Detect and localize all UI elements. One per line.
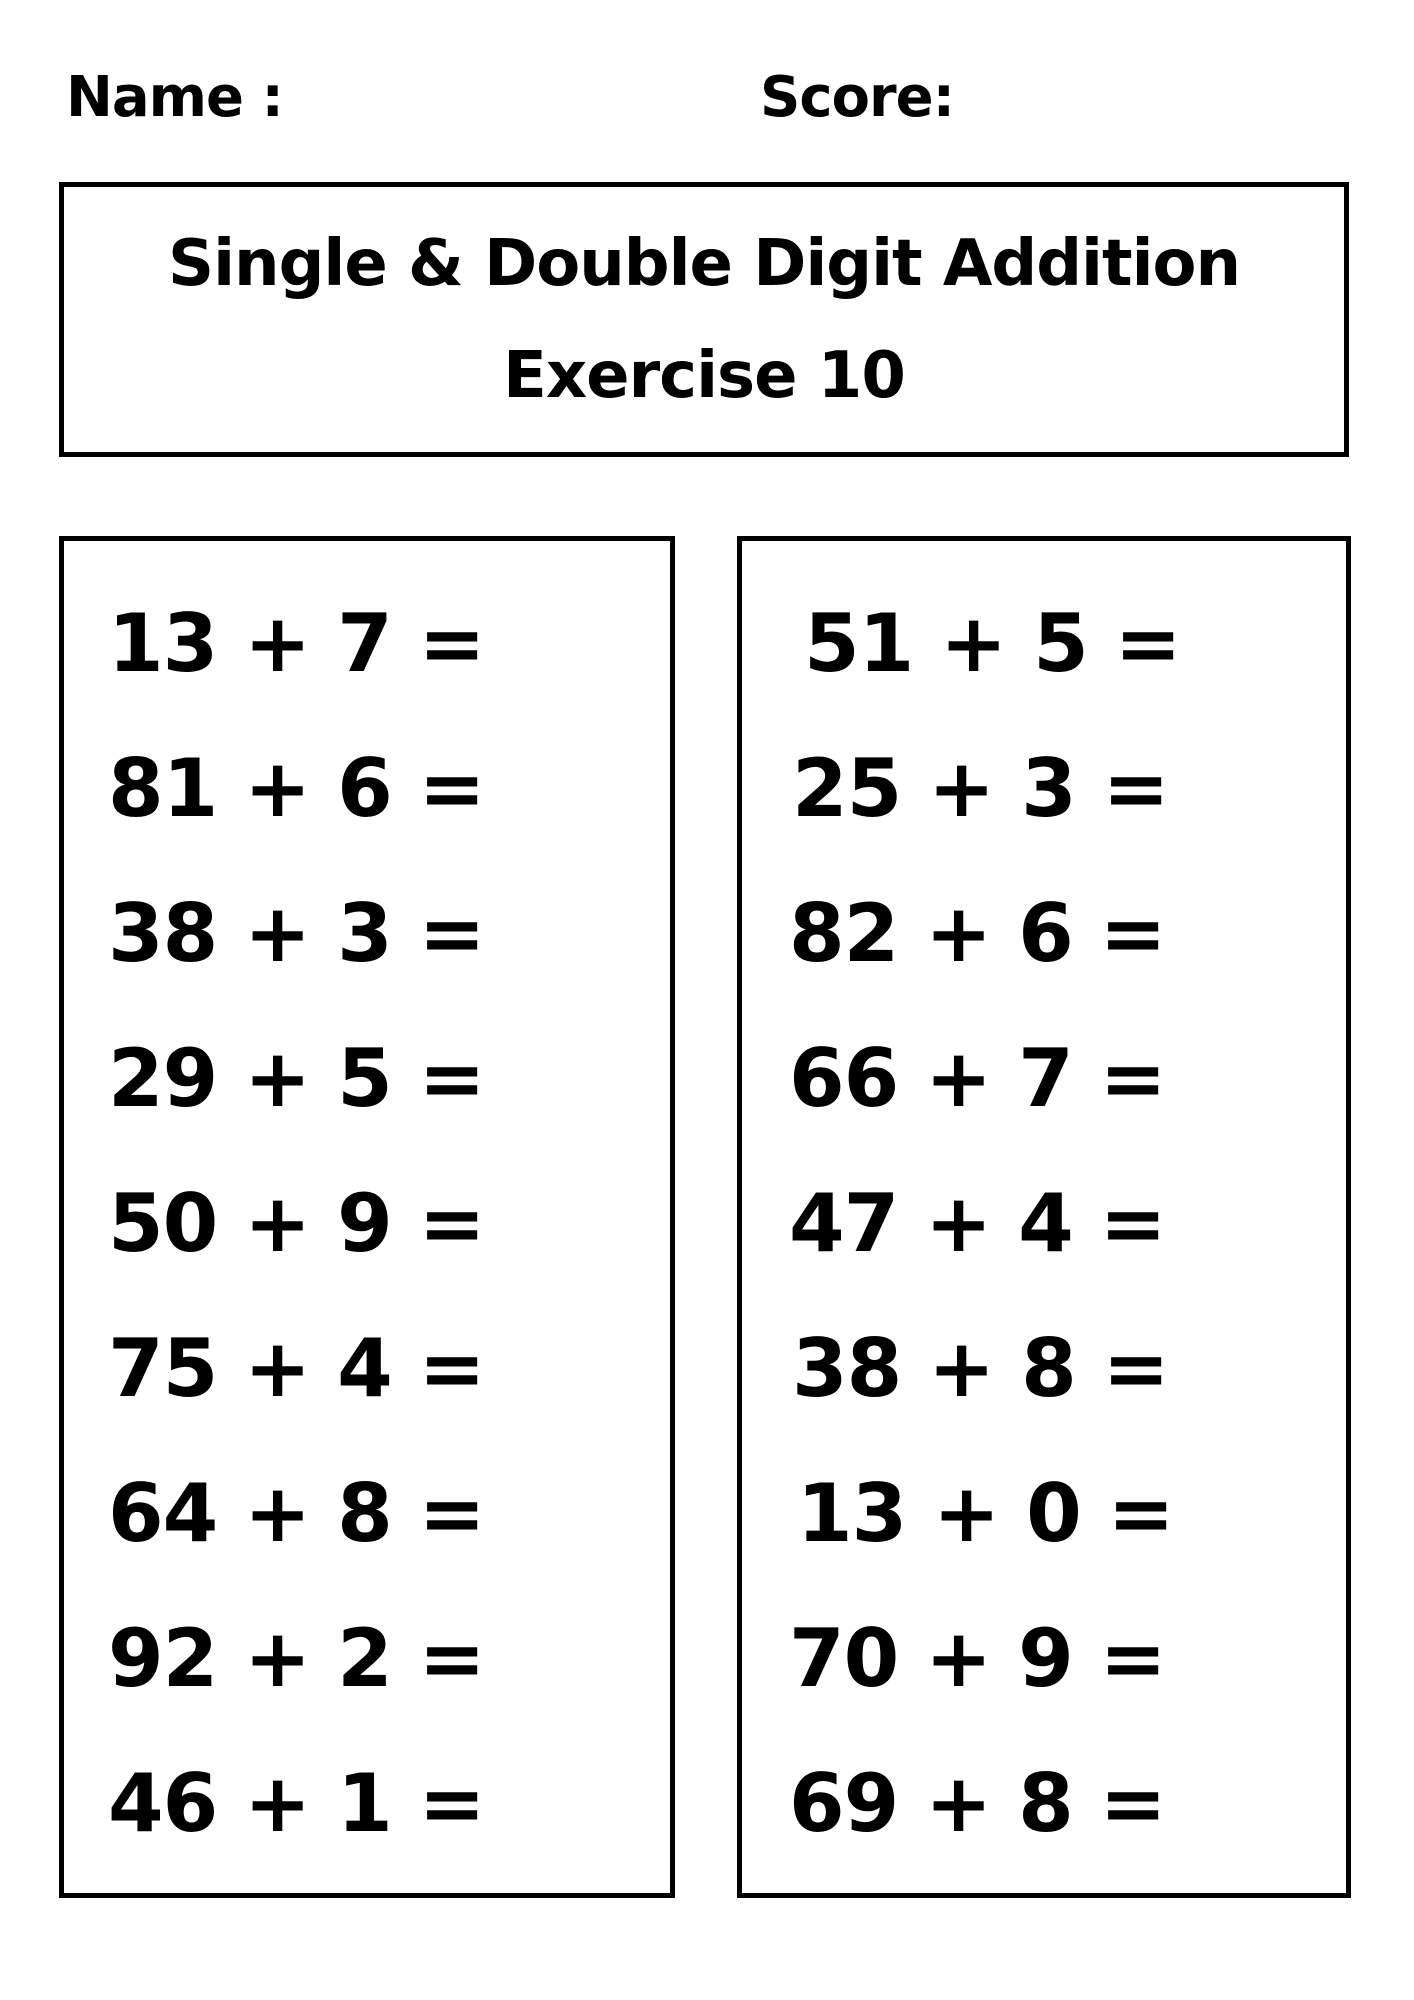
problem-item: 47 + 4 = bbox=[789, 1177, 1166, 1270]
problem-item: 46 + 1 = bbox=[108, 1757, 485, 1850]
problem-item: 38 + 3 = bbox=[108, 887, 485, 980]
problem-item: 13 + 7 = bbox=[108, 597, 485, 690]
problem-item: 13 + 0 = bbox=[797, 1467, 1174, 1560]
problem-item: 75 + 4 = bbox=[108, 1322, 485, 1415]
left-problem-column bbox=[59, 536, 675, 1898]
worksheet-title: Single & Double Digit Addition bbox=[167, 226, 1241, 301]
problem-item: 38 + 8 = bbox=[792, 1322, 1169, 1415]
problem-item: 64 + 8 = bbox=[108, 1467, 485, 1560]
title-box bbox=[59, 182, 1349, 457]
right-problem-column bbox=[737, 536, 1351, 1898]
exercise-number: Exercise 10 bbox=[503, 338, 905, 413]
problem-item: 81 + 6 = bbox=[108, 742, 485, 835]
problem-item: 50 + 9 = bbox=[108, 1177, 485, 1270]
problem-item: 51 + 5 = bbox=[804, 597, 1181, 690]
problem-item: 69 + 8 = bbox=[789, 1757, 1166, 1850]
problem-item: 25 + 3 = bbox=[792, 742, 1169, 835]
problem-item: 92 + 2 = bbox=[108, 1612, 485, 1705]
score-label: Score: bbox=[760, 65, 954, 130]
name-label: Name : bbox=[66, 65, 283, 130]
problem-item: 82 + 6 = bbox=[789, 887, 1166, 980]
problem-item: 66 + 7 = bbox=[789, 1032, 1166, 1125]
problem-item: 29 + 5 = bbox=[108, 1032, 485, 1125]
problem-item: 70 + 9 = bbox=[789, 1612, 1166, 1705]
